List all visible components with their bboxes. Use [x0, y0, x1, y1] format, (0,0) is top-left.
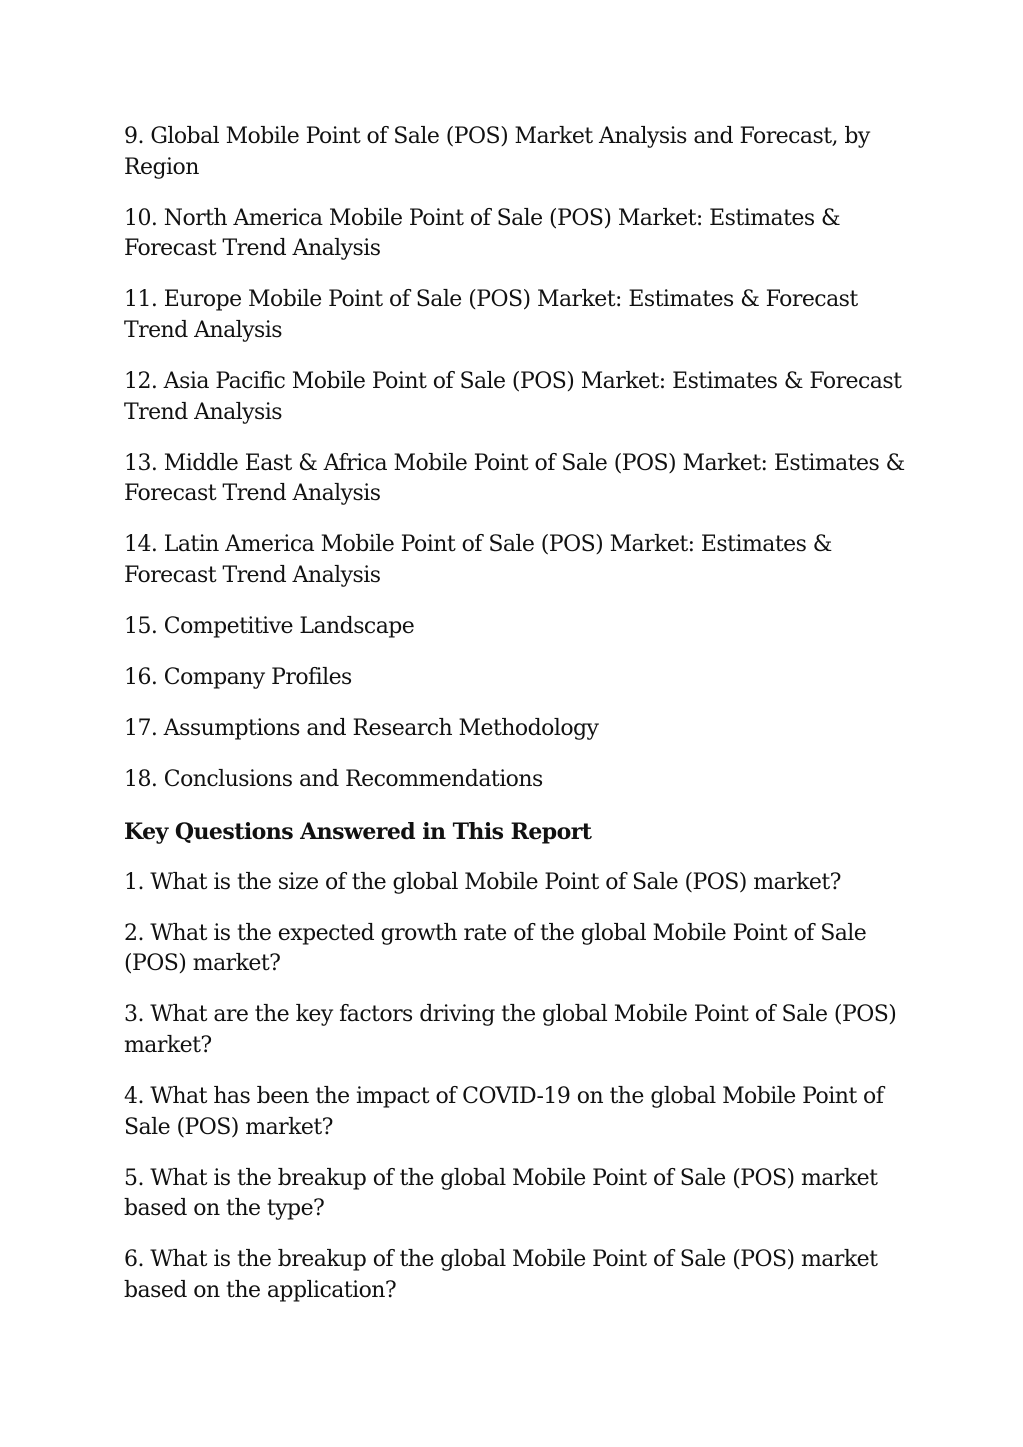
toc-item: 16. Company Profiles [124, 665, 352, 691]
question-item: 1. What is the size of the global Mobile Point of Sale (POS) market? [124, 869, 841, 895]
question-item: 5. What is the breakup of the global Mobile Point of Sale (POS) market based on the type? [124, 1165, 878, 1222]
toc-item: 12. Asia Pacific Mobile Point of Sale (POS) Market: Estimates & Forecast Trend Analysis [124, 369, 902, 425]
toc-item: 9. Global Mobile Point of Sale (POS) Market Analysis and Forecast, by Region [124, 124, 870, 180]
question-item: 3. What are the key factors driving the global Mobile Point of Sale (POS) market? [124, 1002, 897, 1058]
toc-item: 10. North America Mobile Point of Sale (POS) Market: Estimates & Forecast Trend Analysis [124, 205, 841, 262]
questions-heading: Key Questions Answered in This Report [124, 818, 592, 845]
question-item: 6. What is the breakup of the global Mobile Point of Sale (POS) market based on the application? [124, 1247, 878, 1304]
toc-item: 11. Europe Mobile Point of Sale (POS) Market: Estimates & Forecast Trend Analysis [124, 287, 858, 343]
toc-item: 14. Latin America Mobile Point of Sale (POS) Market: Estimates & Forecast Trend Analysis [124, 532, 832, 589]
question-item: 2. What is the expected growth rate of the global Mobile Point of Sale (POS) market? [124, 920, 867, 977]
toc-item: 13. Middle East & Africa Mobile Point of Sale (POS) Market: Estimates & Forecast Trend Analysis [124, 450, 905, 507]
toc-item: 17. Assumptions and Research Methodology [124, 716, 599, 742]
toc-item: 18. Conclusions and Recommendations [124, 767, 543, 793]
toc-item: 15. Competitive Landscape [124, 614, 415, 640]
document-page [124, 122, 914, 1327]
question-item: 4. What has been the impact of COVID-19 on the global Mobile Point of Sale (POS) market? [124, 1084, 884, 1140]
